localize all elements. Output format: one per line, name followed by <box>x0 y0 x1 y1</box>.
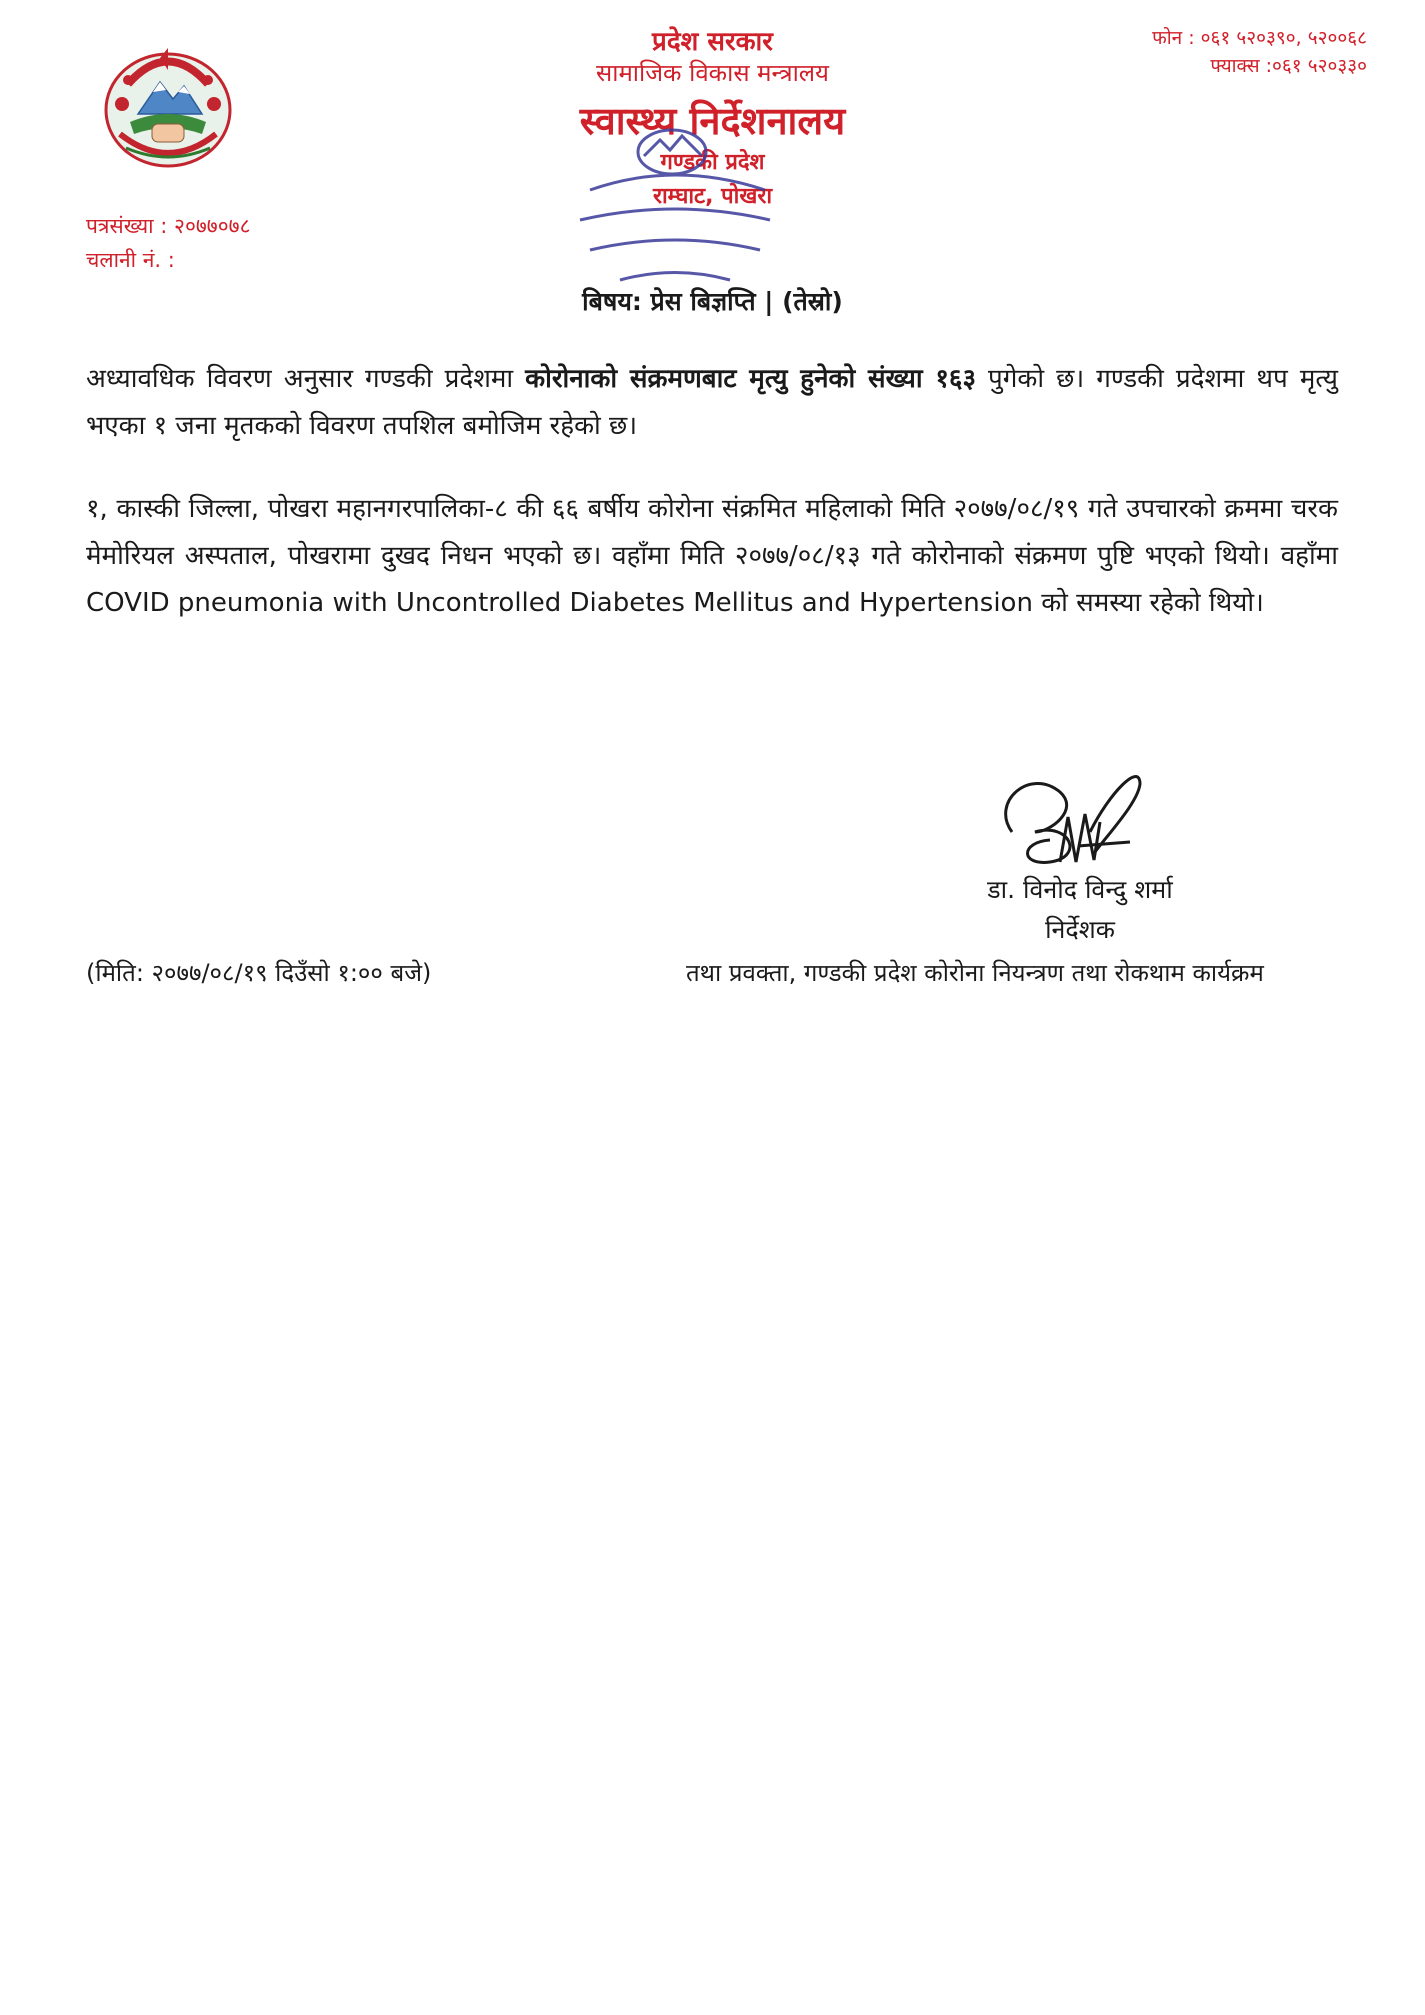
fax-number: फ्याक्स :०६१ ५२०३३० <box>1210 55 1367 77</box>
paragraph-1-text-a: अध्यावधिक विवरण अनुसार गण्डकी प्रदेशमा <box>86 364 526 394</box>
gov-heading: प्रदेश सरकार <box>652 27 773 57</box>
body-paragraph-1 <box>86 356 1338 450</box>
province-heading: गण्डकी प्रदेश <box>660 150 765 175</box>
official-stamp <box>560 120 790 290</box>
signatory-name: डा. विनोद विन्दु शर्मा <box>987 875 1173 904</box>
subject-line: बिषय: प्रेस बिज्ञप्ति | (तेस्रो) <box>582 287 843 316</box>
phone-number: फोन : ०६१ ५२०३९०, ५२००६८ <box>1152 27 1367 49</box>
handwritten-signature <box>990 762 1160 880</box>
ministry-heading: सामाजिक विकास मन्त्रालय <box>596 59 829 87</box>
body-paragraph-2: १, कास्की जिल्ला, पोखरा महानगरपालिका-८ की ६६ बर्षीय कोरोना संक्रमित महिलाको मिति २०७७/०८/१९ गते उपचारको क्रममा चरक मेमोरियल अस्पताल, पोखरामा दुखद निधन भएको छ। वहाँमा मिति २०७७/०८/१३ गते कोरोनाको संक्रमण पुष्टि भएको थियो। वहाँमा COVID pneumonia with Uncontrolled Diabetes Mellitus and Hypertension को समस्या रहेको थियो। <box>86 494 1338 618</box>
issue-date: (मिति: २०७७/०८/१९ दिउँसो १:०० बजे) <box>86 959 432 987</box>
city-heading: राम्घाट, पोखरा <box>652 184 773 209</box>
dispatch-number: चलानी नं. : <box>86 248 175 272</box>
paragraph-1-emphasis: कोरोनाको संक्रमणबाट मृत्यु हुनेको संख्या १६३ <box>525 364 976 394</box>
letter-number: पत्रसंख्या : २०७७०७८ <box>86 214 251 238</box>
signatory-role: तथा प्रवक्ता, गण्डकी प्रदेश कोरोना नियन्त्रण तथा रोकथाम कार्यक्रम <box>686 959 1264 987</box>
paragraph-1-text-b: पुगेको छ। गण्डकी प्रदेशमा थप मृत्यु भएका १ जना मृतकको विवरण तपशिल बमोजिम रहेको छ। <box>86 364 1338 441</box>
signatory-title: निर्देशक <box>1045 915 1115 944</box>
directorate-heading: स्वास्थ्य निर्देशनालय <box>579 99 846 143</box>
